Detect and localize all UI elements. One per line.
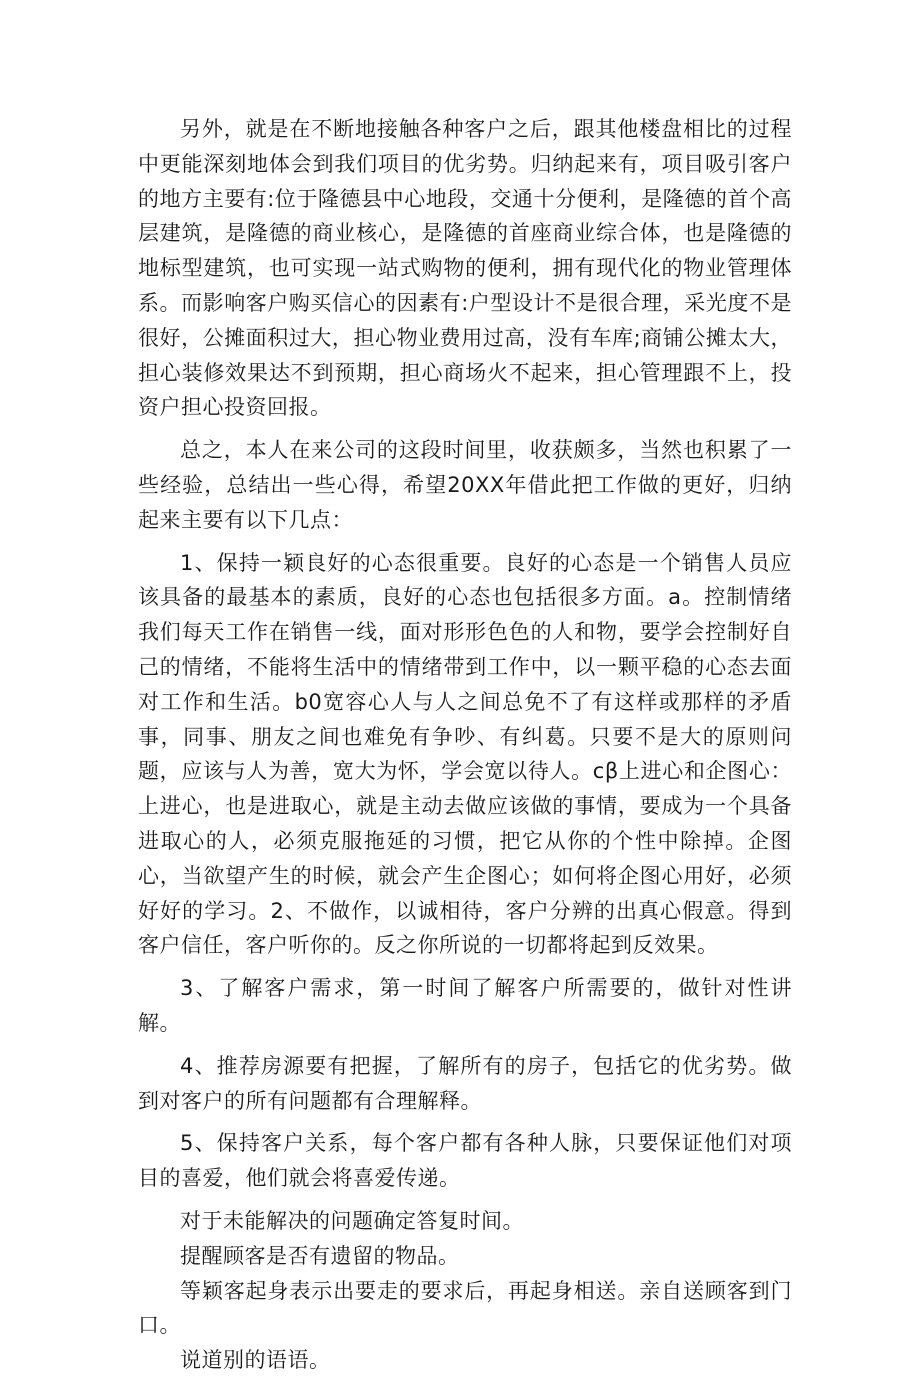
paragraph-point-1: 1、保持一颖良好的心态很重要。良好的心态是一个销售人员应该具备的最基本的素质，良好的心态也包括很多方面。a。控制情绪我们每天工作在销售一线，面对形形色色的人和物，要学会控制好自己的情绪，不能将生活中的情绪带到工作中，以一颗平稳的心态去面对工作和生活。b0宽容心人与人之间总免不了有这样或那样的矛盾事，同事、朋友之间也难免有争吵、有纠葛。只要不是大的原则问题，应该与人为善，宽大为怀，学会宽以待人。cβ上进心和企图心：上进心，也是进取心，就是主动去做应该做的事情，要成为一个具备进取心的人，必须克服拖延的习惯，把它从你的个性中除掉。企图心，当欲望产生的时候，就会产生企图心；如何将企图心用好，必须好好的学习。2、不做作，以诚相待，客户分辨的出真心假意。得到客户信任，客户听你的。反之你所说的一切都将起到反效果。 bbox=[138, 550, 792, 958]
paragraph-summary: 总之，本人在来公司的这段时间里，收获颇多，当然也积累了一些经验，总结出一些心得，希望20XX年借此把工作做的更好，归纳起来主要有以下几点： bbox=[138, 438, 792, 532]
paragraph-project-advantages: 另外，就是在不断地接触各种客户之后，跟其他楼盘相比的过程中更能深刻地体会到我们项目的优劣势。归纳起来有，项目吸引客户的地方主要有:位于隆德县中心地段，交通十分便利，是隆德的首个高层建筑，是隆德的商业核心，是隆德的首座商业综合体，也是隆德的地标型建筑，也可实现一站式购物的便利，拥有现代化的物业管理体系。而影响客户购买信心的因素有:户型设计不是很合理，采光度不是很好，公摊面积过大，担心物业费用过高，没有车库;商铺公摊太大，担心装修效果达不到预期，担心商场火不起来，担心管理跟不上，投资户担心投资回报。 bbox=[138, 117, 792, 420]
paragraph-see-off: 等颖客起身表示出要走的要求后，再起身相送。亲自送顾客到门口。 bbox=[138, 1278, 792, 1338]
paragraph-point-4: 4、推荐房源要有把握，了解所有的房子，包括它的优劣势。做到对客户的所有问题都有合理解释。 bbox=[138, 1053, 792, 1113]
paragraph-remind-belongings: 提醒顾客是否有遗留的物品。 bbox=[180, 1243, 460, 1268]
paragraph-point-3: 3、了解客户需求，第一时间了解客户所需要的，做针对性讲解。 bbox=[138, 976, 792, 1035]
paragraph-reply-time: 对于未能解决的问题确定答复时间。 bbox=[180, 1208, 524, 1233]
paragraph-point-5: 5、保持客户关系，每个客户都有各种人脉，只要保证他们对项目的喜爱，他们就会将喜爱传递。 bbox=[138, 1131, 792, 1191]
paragraph-farewell: 说道别的语语。 bbox=[180, 1348, 331, 1373]
